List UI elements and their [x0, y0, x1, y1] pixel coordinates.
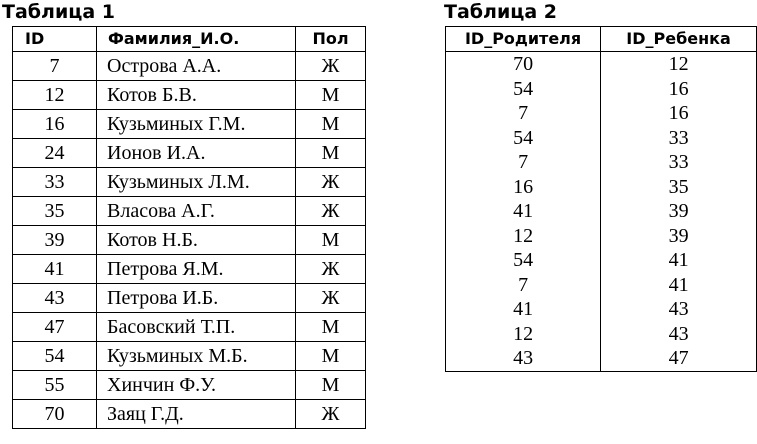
table-row [446, 224, 757, 249]
table-row [446, 126, 757, 151]
cell-name: Петрова И.Б. [97, 284, 296, 313]
cell-parent-id: 54 [446, 126, 601, 151]
cell-name: Ионов И.А. [97, 139, 296, 168]
table-row [446, 101, 757, 126]
cell-sex: Ж [296, 255, 366, 284]
cell-sex: М [296, 313, 366, 342]
table-row [13, 168, 366, 197]
table-row [446, 297, 757, 322]
table-row [446, 77, 757, 102]
table-row [13, 197, 366, 226]
cell-sex: М [296, 226, 366, 255]
cell-id: 47 [13, 313, 97, 342]
cell-parent-id: 70 [446, 52, 601, 77]
cell-name: Басовский Т.П. [97, 313, 296, 342]
cell-id: 33 [13, 168, 97, 197]
table-row [446, 199, 757, 224]
cell-parent-id: 54 [446, 248, 601, 273]
cell-name: Власова А.Г. [97, 197, 296, 226]
cell-parent-id: 12 [446, 224, 601, 249]
table2-caption: Таблица 2 [444, 1, 558, 23]
cell-id: 41 [13, 255, 97, 284]
cell-child-id: 33 [601, 126, 757, 151]
table1-caption: Таблица 1 [2, 1, 116, 23]
cell-child-id: 35 [601, 175, 757, 200]
cell-id: 12 [13, 81, 97, 110]
cell-id: 7 [13, 52, 97, 81]
cell-name: Кузьминых Л.М. [97, 168, 296, 197]
table-row [446, 248, 757, 273]
cell-sex: М [296, 371, 366, 400]
cell-parent-id: 12 [446, 322, 601, 347]
cell-parent-id: 16 [446, 175, 601, 200]
cell-name: Петрова Я.М. [97, 255, 296, 284]
cell-child-id: 41 [601, 248, 757, 273]
column-header-name: Фамилия_И.О. [97, 27, 296, 52]
cell-id: 39 [13, 226, 97, 255]
cell-parent-id: 7 [446, 273, 601, 298]
cell-child-id: 39 [601, 224, 757, 249]
cell-sex: Ж [296, 168, 366, 197]
table-row [13, 400, 366, 429]
table-row [13, 110, 366, 139]
cell-id: 54 [13, 342, 97, 371]
table-row [13, 226, 366, 255]
table-header-row [446, 27, 757, 52]
cell-id: 70 [13, 400, 97, 429]
table-row [13, 81, 366, 110]
cell-name: Заяц Г.Д. [97, 400, 296, 429]
cell-parent-id: 54 [446, 77, 601, 102]
cell-sex: М [296, 139, 366, 168]
table-row [446, 273, 757, 298]
cell-name: Кузьминых Г.М. [97, 110, 296, 139]
cell-name: Острова А.А. [97, 52, 296, 81]
cell-sex: Ж [296, 400, 366, 429]
cell-parent-id: 7 [446, 150, 601, 175]
cell-child-id: 12 [601, 52, 757, 77]
table-row [13, 52, 366, 81]
cell-sex: М [296, 342, 366, 371]
cell-sex: Ж [296, 284, 366, 313]
cell-child-id: 41 [601, 273, 757, 298]
cell-child-id: 16 [601, 77, 757, 102]
cell-name: Котов Б.В. [97, 81, 296, 110]
cell-child-id: 39 [601, 199, 757, 224]
cell-sex: Ж [296, 52, 366, 81]
column-header-child-id: ID_Ребенка [601, 27, 757, 52]
cell-id: 24 [13, 139, 97, 168]
cell-id: 35 [13, 197, 97, 226]
table-row [446, 52, 757, 77]
column-header-id: ID [13, 27, 97, 52]
table-row [13, 313, 366, 342]
cell-id: 43 [13, 284, 97, 313]
cell-name: Кузьминых М.Б. [97, 342, 296, 371]
table-row [446, 322, 757, 347]
cell-id: 55 [13, 371, 97, 400]
cell-child-id: 16 [601, 101, 757, 126]
cell-sex: М [296, 110, 366, 139]
table-row [13, 255, 366, 284]
table-row [13, 371, 366, 400]
cell-child-id: 43 [601, 322, 757, 347]
cell-sex: Ж [296, 197, 366, 226]
table-row [446, 346, 757, 371]
table-row [13, 139, 366, 168]
cell-parent-id: 43 [446, 346, 601, 371]
table-row [13, 342, 366, 371]
cell-child-id: 43 [601, 297, 757, 322]
cell-parent-id: 41 [446, 199, 601, 224]
cell-sex: М [296, 81, 366, 110]
cell-name: Хинчин Ф.У. [97, 371, 296, 400]
persons-table [12, 26, 366, 429]
column-header-parent-id: ID_Родителя [446, 27, 601, 52]
column-header-sex: Пол [296, 27, 366, 52]
cell-parent-id: 41 [446, 297, 601, 322]
cell-parent-id: 7 [446, 101, 601, 126]
cell-id: 16 [13, 110, 97, 139]
table-header-row [13, 27, 366, 52]
table-row [446, 150, 757, 175]
table-row [446, 175, 757, 200]
relations-table [445, 26, 757, 372]
table-row [13, 284, 366, 313]
cell-name: Котов Н.Б. [97, 226, 296, 255]
persons-table-body [13, 52, 366, 429]
cell-child-id: 33 [601, 150, 757, 175]
relations-table-body [446, 52, 757, 372]
cell-child-id: 47 [601, 346, 757, 371]
